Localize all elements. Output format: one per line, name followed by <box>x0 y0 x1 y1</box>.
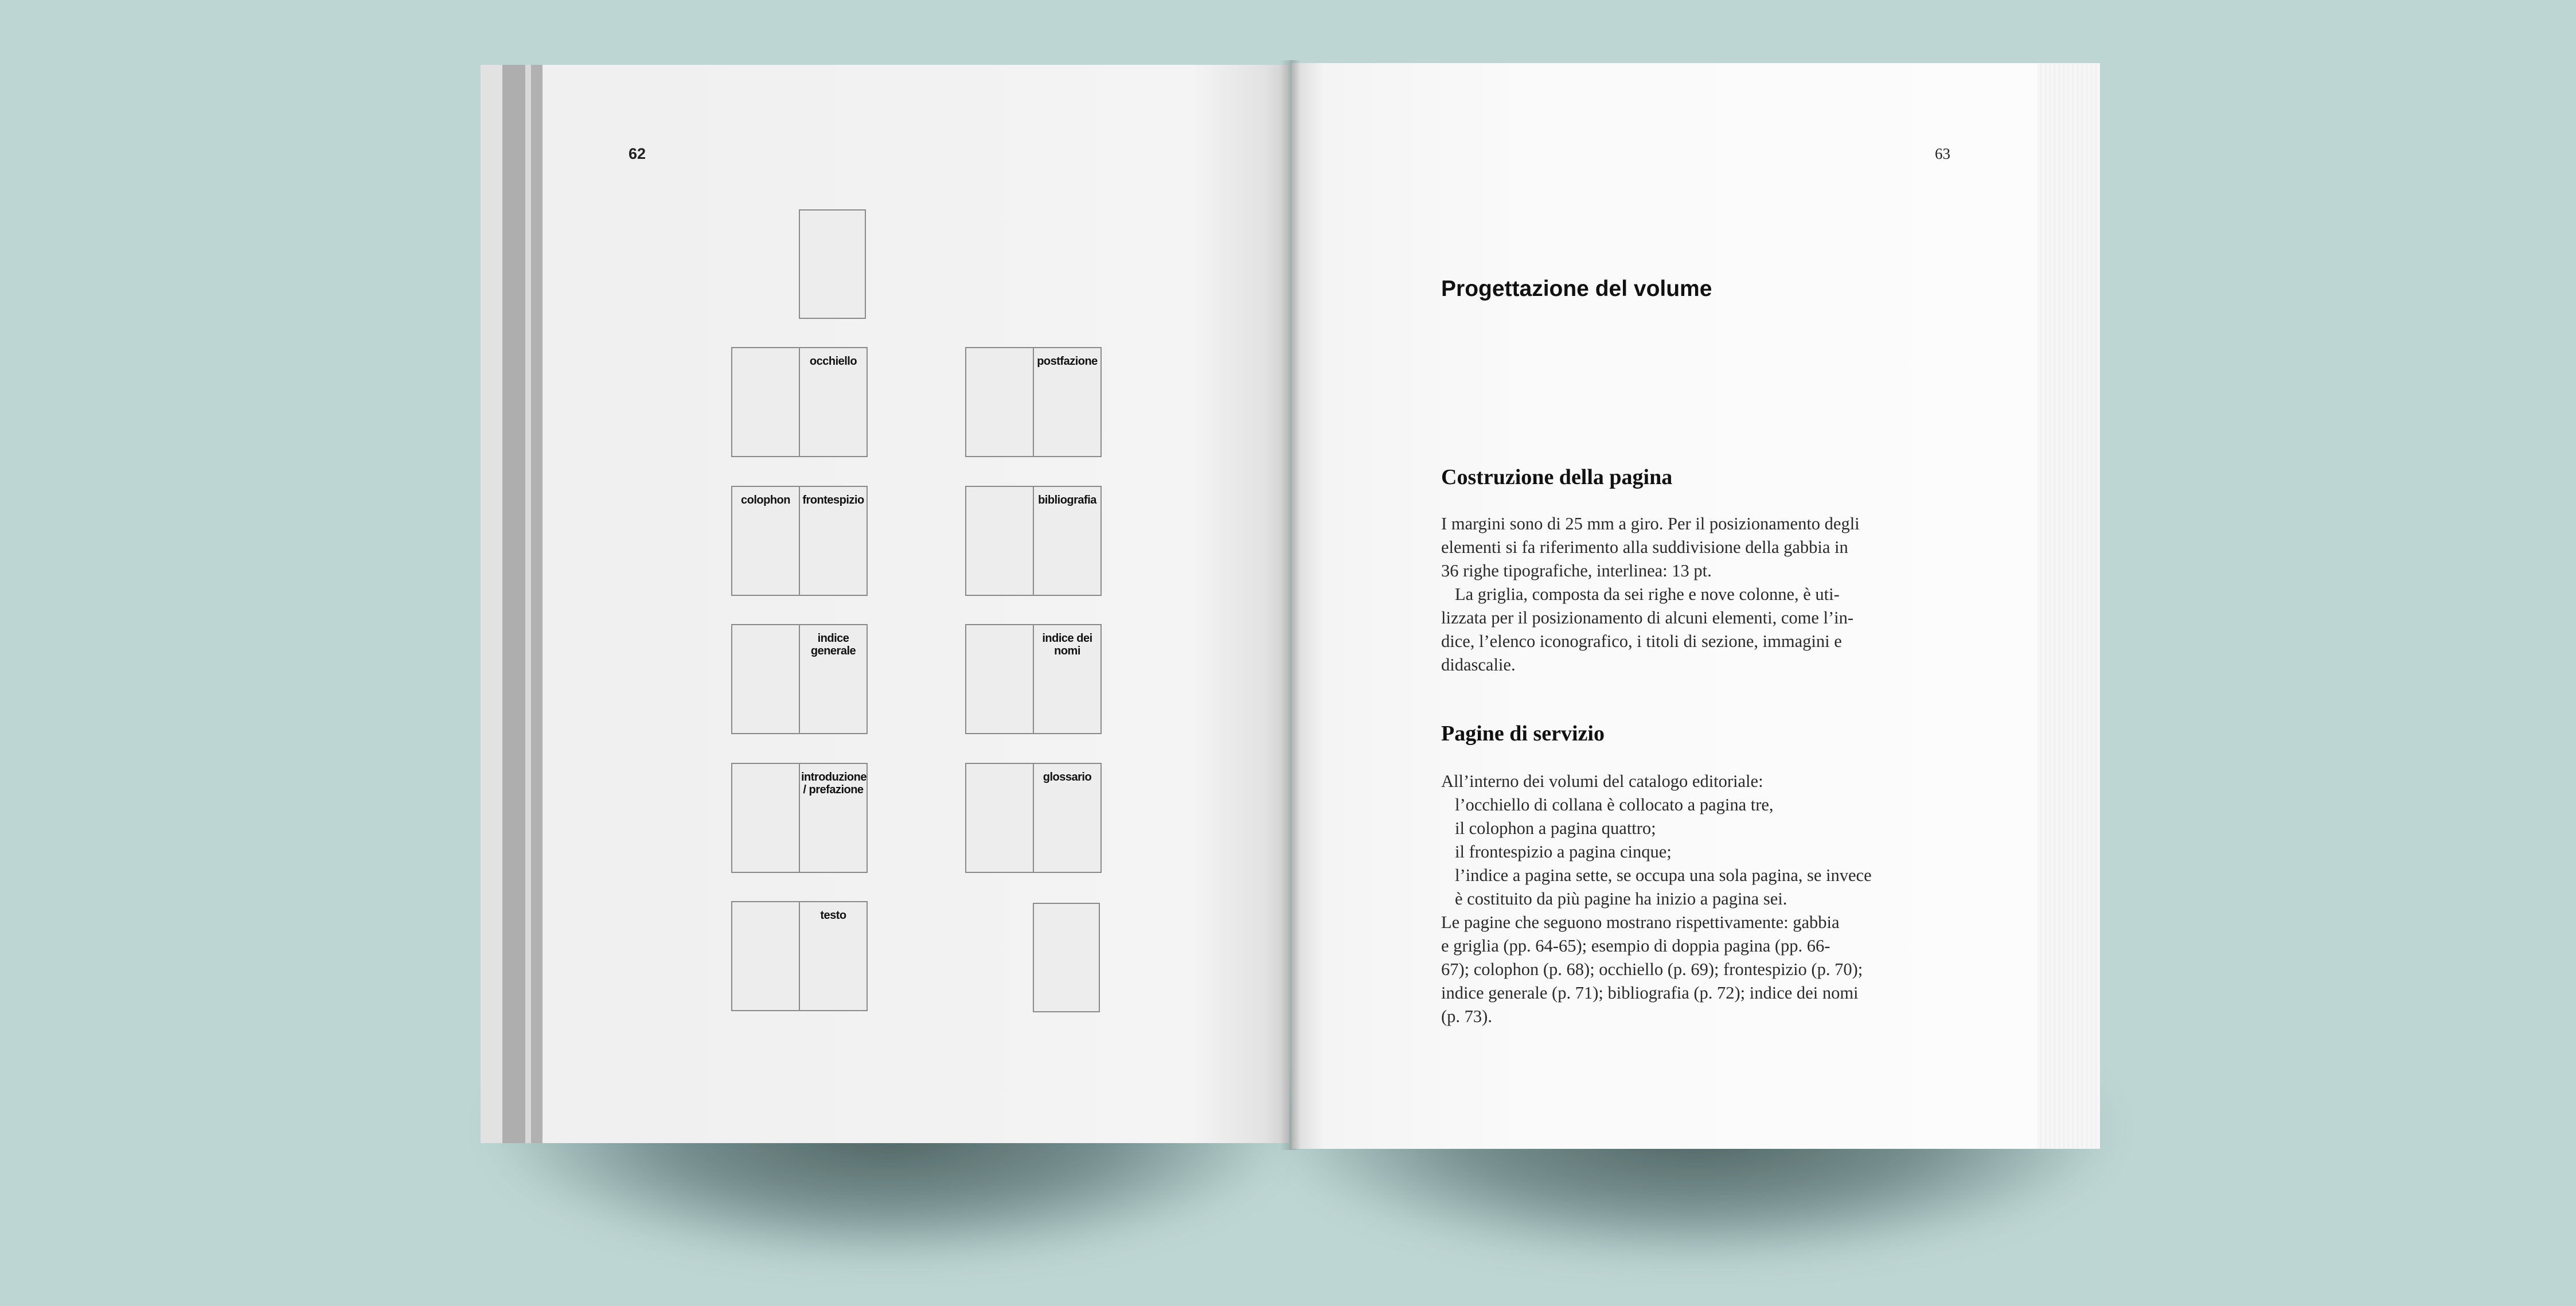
diagram-page-right <box>1033 763 1102 873</box>
diagram-spread <box>731 901 869 1011</box>
diagram-label: colophon <box>741 494 790 506</box>
diagram-page-left <box>731 624 800 734</box>
diagram-single-page <box>1033 903 1100 1012</box>
cover-stripe <box>481 65 502 1143</box>
diagram-page-left <box>965 624 1034 734</box>
diagram-spread <box>731 347 869 457</box>
diagram-page-right <box>1033 486 1102 596</box>
diagram-spread <box>731 486 869 596</box>
text-line: La griglia, composta da sei righe e nove colonne, è uti- <box>1455 584 1840 604</box>
diagram-label: occhiello <box>809 355 857 368</box>
text-line: è costituito da più pagine ha inizio a pagina sei. <box>1455 889 1787 909</box>
text-line: lizzata per il posizionamento di alcuni elementi, come l’in- <box>1441 608 1854 627</box>
diagram-page-right <box>799 624 868 734</box>
diagram-label: introduzione / prefazione <box>801 771 867 796</box>
body-paragraph <box>1441 512 1888 677</box>
text-line: e griglia (pp. 64-65); esempio di doppia pagina (pp. 66- <box>1441 936 1830 956</box>
diagram-page-left <box>731 486 800 596</box>
body-paragraph <box>1441 770 1888 1028</box>
text-line: I margini sono di 25 mm a giro. Per il posizionamento degli <box>1441 514 1860 533</box>
text-line: All’interno dei volumi del catalogo editoriale: <box>1441 771 1763 791</box>
section-heading: Pagine di servizio <box>1441 722 1605 746</box>
page-number-left: 62 <box>629 145 646 162</box>
book-gutter <box>1280 60 1301 1150</box>
diagram-page-right <box>799 486 868 596</box>
cover-stripe <box>531 65 542 1143</box>
diagram-spread <box>965 347 1103 457</box>
text-line: elementi si fa riferimento alla suddivisione della gabbia in <box>1441 537 1848 557</box>
section-heading: Costruzione della pagina <box>1441 465 1673 489</box>
text-line: Le pagine che seguono mostrano rispettivamente: gabbia <box>1441 913 1840 932</box>
text-line: dice, l’elenco iconografico, i titoli di sezione, immagini e <box>1441 631 1842 651</box>
diagram-page-left <box>965 763 1034 873</box>
diagram-page-left <box>965 486 1034 596</box>
text-line: 67); colophon (p. 68); occhiello (p. 69); frontespizio (p. 70); <box>1441 960 1863 979</box>
diagram-page-right <box>799 347 868 457</box>
diagram-page-right <box>799 901 868 1011</box>
diagram-label: indice generale <box>810 632 856 657</box>
diagram-spread <box>965 763 1103 873</box>
diagram-spread <box>965 486 1103 596</box>
text-line: l’indice a pagina sette, se occupa una sola pagina, se invece <box>1455 866 1872 885</box>
diagram-label: testo <box>820 909 846 922</box>
text-line: il colophon a pagina quattro; <box>1455 818 1656 838</box>
diagram-spread <box>965 624 1103 734</box>
diagram-page-left <box>731 763 800 873</box>
text-line: l’occhiello di collana è collocato a pagina tre, <box>1455 795 1774 814</box>
diagram-label: glossario <box>1043 771 1092 783</box>
cover-stripe <box>502 65 525 1143</box>
text-line: 36 righe tipografiche, interlinea: 13 pt. <box>1441 561 1712 580</box>
diagram-page-right <box>1033 347 1102 457</box>
text-line: il frontespizio a pagina cinque; <box>1455 842 1672 861</box>
cover-stripe <box>525 65 531 1143</box>
diagram-spread <box>731 624 869 734</box>
diagram-spread <box>731 763 869 873</box>
diagram-page-left <box>965 347 1034 457</box>
diagram-page-left <box>731 347 800 457</box>
diagram-page-left <box>731 901 800 1011</box>
text-line: indice generale (p. 71); bibliografia (p. 72); indice dei nomi <box>1441 983 1859 1003</box>
diagram-label: bibliografia <box>1038 494 1096 506</box>
diagram-single-page <box>799 209 866 319</box>
diagram-label: indice dei nomi <box>1042 632 1092 657</box>
diagram-page-right <box>1033 624 1102 734</box>
page-edges <box>2037 63 2100 1149</box>
diagram-page-right <box>799 763 868 873</box>
page-number-right: 63 <box>1935 145 1950 162</box>
left-page <box>481 65 1289 1143</box>
text-line: didascalie. <box>1441 655 1516 675</box>
page-title: Progettazione del volume <box>1441 276 1712 301</box>
diagram-label: frontespizio <box>802 494 864 506</box>
text-line: (p. 73). <box>1441 1007 1492 1026</box>
diagram-label: postfazione <box>1037 355 1098 368</box>
